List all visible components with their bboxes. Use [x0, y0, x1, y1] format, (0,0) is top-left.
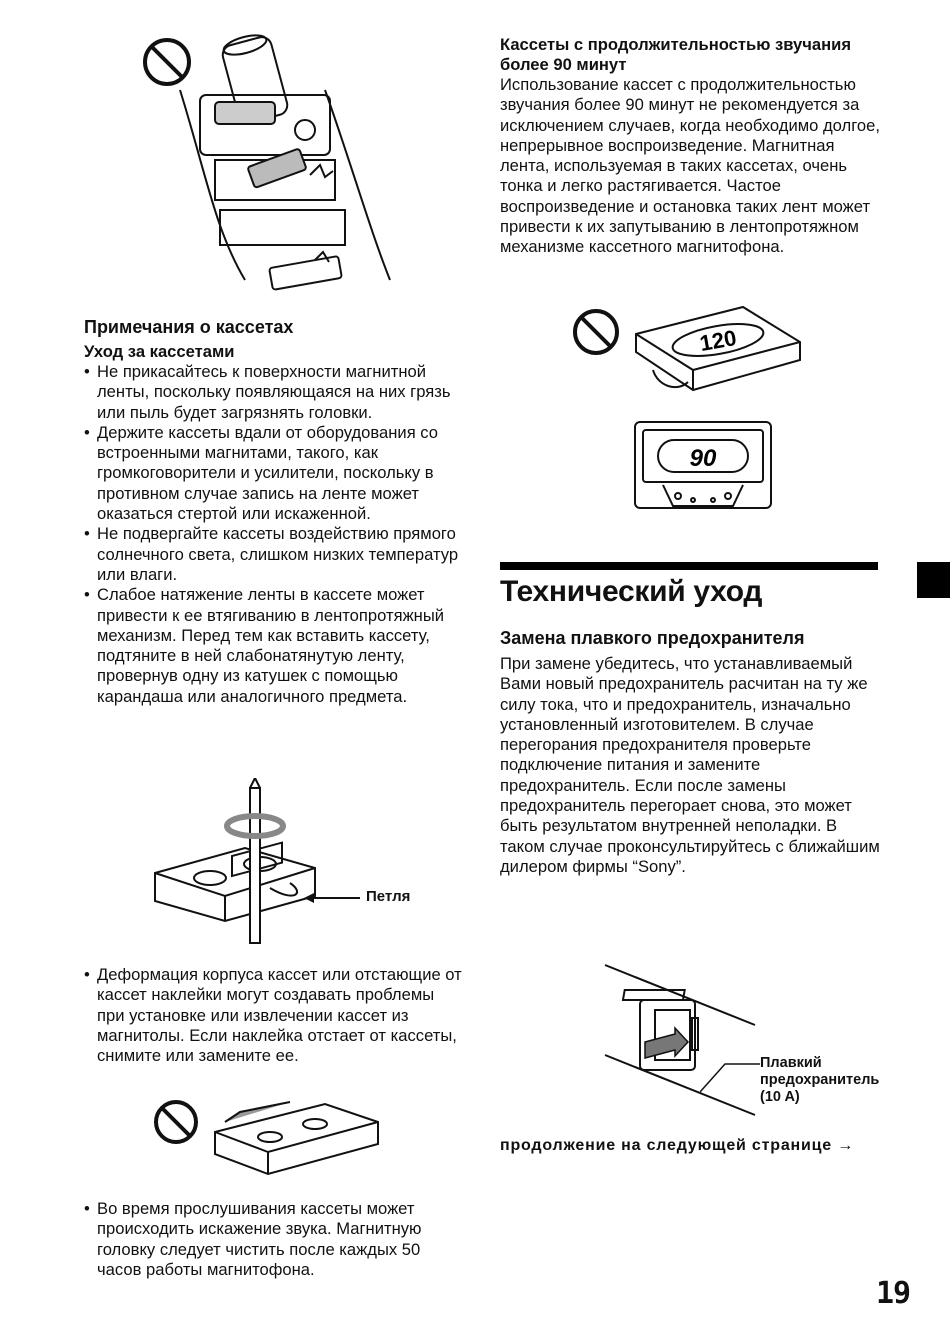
- list-item: • Слабое натяжение ленты в кассете может привести к ее втягиванию в лентопротяжный механизм. Перед тем как вставить кассету, подтяните в ней слабонатянутую ленту, провернув одну из катушек с помощью карандаша или аналогичного предмета.: [84, 585, 464, 707]
- list-item: • Не подвергайте кассеты воздействию прямого солнечного света, слишком низких температур или влаги.: [84, 524, 464, 585]
- prohibition-icon: [145, 40, 189, 84]
- fuse-label-line-3: (10 A): [760, 1089, 800, 1105]
- list-item: • Не прикасайтесь к поверхности магнитной ленты, поскольку появляющаяся на них грязь или пыль будет загрязнять головки.: [84, 362, 464, 423]
- head-cleaning-list: [84, 1199, 464, 1280]
- fuse-replacement-heading: Замена плавкого предохранителя: [500, 628, 805, 648]
- loop-label: Петля: [366, 888, 411, 905]
- fuse-label-line-2: предохранитель: [760, 1072, 880, 1088]
- cassette-120-label: 120: [697, 324, 739, 356]
- long-cassettes-text: Использование кассет с продолжительностью звучания более 90 минут не рекомендуется за исключением случаев, когда необходимо долгое, непрерывное воспроизведение. Магнитная лента, используемая в таких кассетах, очень тонка и легко растягивается. Частое воспроизведение и остановка таких лент может привести к их запутыванию в лентопротяжном механизме кассетного магнитофона.: [500, 75, 880, 257]
- continued-note: продолжение на следующей странице →: [500, 1137, 855, 1154]
- cassette-90-illustration: [633, 420, 773, 510]
- fuse-label: [760, 1055, 879, 1106]
- list-item: • Во время прослушивания кассеты может происходить искажение звука. Магнитную головку следует чистить после каждых 50 часов работы магнитофона.: [84, 1199, 464, 1280]
- list-item: • Деформация корпуса кассет или отстающие от кассет наклейки могут создавать проблемы при установке или извлечении кассет из магнитолы. Если наклейка отстает от кассеты, снимите или замените ее.: [84, 965, 464, 1066]
- section-edge-tab: [917, 562, 950, 598]
- maintenance-heading: Технический уход: [500, 575, 763, 608]
- page-number: 19: [876, 1276, 911, 1311]
- pencil-cassette-illustration: [150, 778, 340, 948]
- fuse-replacement-text: При замене убедитесь, что устанавливаемый Вами новый предохранитель расчитан на ту же силу тока, что и предохранитель, изначально установленный изготовителем. В случае перегорания предохранителя проверьте подключение питания и замените предохранитель. Если после замены предохранитель перегорает снова, это может быть результатом внутренней неполадки. В таком случае проконсультируйтесь с ближайшим дилером фирмы “Sony”.: [500, 654, 880, 876]
- car-console-illustration: [135, 30, 395, 300]
- cassette-90-label: 90: [689, 445, 717, 472]
- cassette-care-list: [84, 362, 464, 707]
- fuse-pointer-line: [700, 1054, 760, 1094]
- prohibition-icon: [575, 311, 617, 353]
- section-divider-bar: [500, 562, 878, 570]
- long-cassettes-heading: Кассеты с продолжительностью звучания более 90 минут: [500, 35, 852, 74]
- deform-list: [84, 965, 464, 1066]
- fuse-illustration: [600, 960, 760, 1125]
- fuse-label-line-1: Плавкий: [760, 1055, 822, 1071]
- list-item: • Держите кассеты вдали от оборудования со встроенными магнитами, такого, как громкоговорители и усилители, поскольку в противном случае запись на ленте может оказаться стертой или искаженной.: [84, 423, 464, 524]
- loop-arrow: [302, 888, 362, 908]
- cassette-care-subheading: Уход за кассетами: [84, 342, 235, 361]
- peeling-label-cassette-illustration: [150, 1092, 385, 1182]
- cassette-notes-heading: Примечания о кассетах: [84, 317, 294, 337]
- prohibition-icon: [156, 1102, 196, 1142]
- cassette-120-illustration: [568, 302, 808, 397]
